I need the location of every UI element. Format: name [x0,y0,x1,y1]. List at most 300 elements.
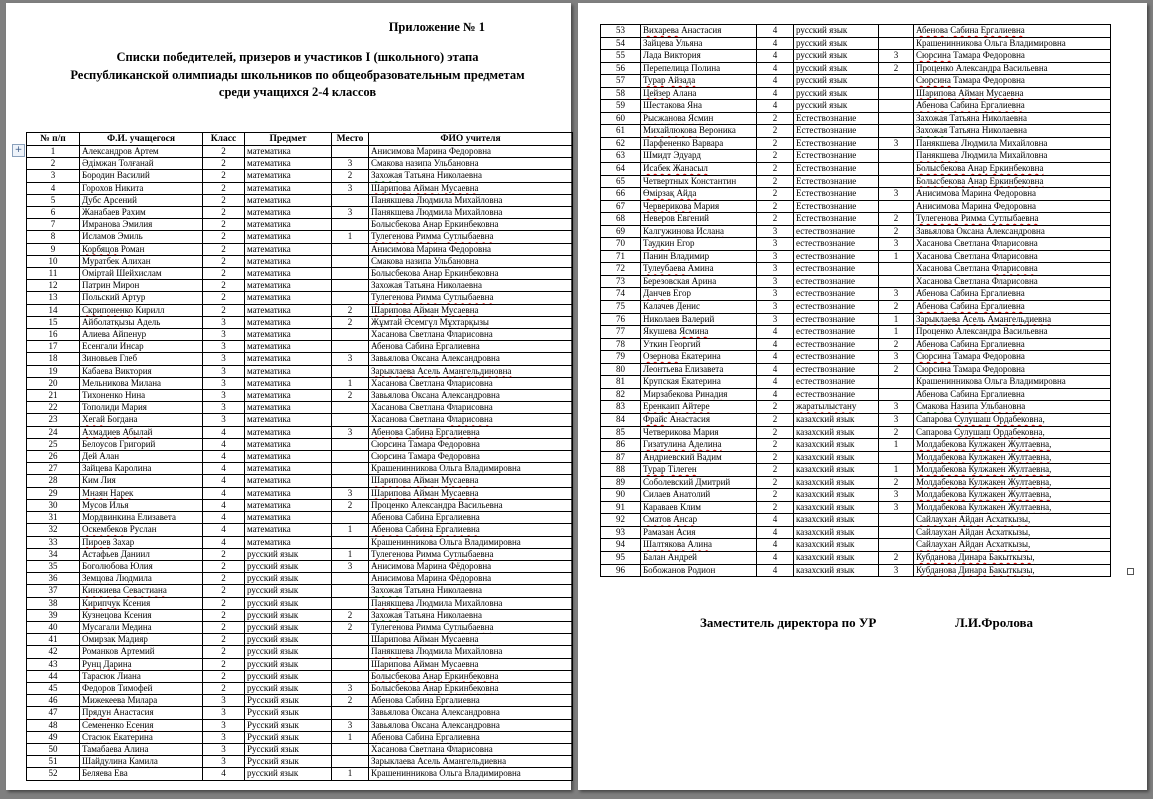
cell-number: 77 [601,326,641,339]
cell-student-name: Бобожанов Родион [641,564,757,577]
cell-subject: математика [245,158,332,170]
table-row [601,376,1111,389]
cell-place [332,707,369,719]
cell-class: 3 [203,731,245,743]
cell-place [879,388,914,401]
table-row [601,188,1111,201]
cell-student-name: Астафьев Даниил [80,548,203,560]
cell-place: 1 [332,731,369,743]
table-row [27,231,573,243]
cell-place: 3 [879,413,914,426]
cell-teacher: Зарыклаева Асель Амангельдиевна [369,756,573,768]
cell-number: 38 [27,597,80,609]
cell-teacher: Молдабекова Кулжакен Жултаевна, [914,501,1111,514]
cell-subject: естествознание [794,388,879,401]
cell-place: 3 [332,182,369,194]
cell-student-name: Беляева Ева [80,768,203,780]
cell-teacher: Сюрсина Тамара Федоровна [914,351,1111,364]
cell-subject: русский язык [794,50,879,63]
cell-subject: казахский язык [794,413,879,426]
header-number: № п/п [27,133,80,146]
cell-student-name: Соболевский Дмитрий [641,476,757,489]
cell-teacher: Шарипова Айман Мусаевна [914,87,1111,100]
cell-class: 2 [203,243,245,255]
cell-number: 1 [27,146,80,158]
cell-place: 2 [879,213,914,226]
table-row [601,112,1111,125]
cell-place [879,112,914,125]
cell-student-name: Зиновьев Глеб [80,353,203,365]
cell-subject: математика [245,316,332,328]
cell-number: 63 [601,150,641,163]
cell-student-name: Исабек Жанасыл [641,163,757,176]
cell-class: 3 [203,329,245,341]
table-row [27,658,573,670]
cell-student-name: Михайлюкова Вероника [641,125,757,138]
cell-subject: русский язык [245,609,332,621]
cell-place: 2 [879,551,914,564]
cell-subject: Естествознание [794,175,879,188]
cell-place [879,175,914,188]
cell-class: 2 [203,292,245,304]
header-teacher: ФИО учителя [369,133,573,146]
cell-student-name: Вихарева Анастасия [641,25,757,38]
cell-subject: математика [245,268,332,280]
cell-subject: русский язык [794,25,879,38]
cell-class: 3 [203,756,245,768]
cell-place: 1 [879,439,914,452]
cell-class: 3 [757,250,794,263]
cell-number: 37 [27,585,80,597]
cell-student-name: Мельникова Милана [80,377,203,389]
cell-place: 3 [879,401,914,414]
table-row [601,37,1111,50]
cell-subject: казахский язык [794,501,879,514]
cell-number: 92 [601,514,641,527]
cell-number: 75 [601,301,641,314]
cell-teacher: Абенова Сабина Ергалиевна [369,695,573,707]
cell-number: 50 [27,743,80,755]
table-row [601,213,1111,226]
cell-class: 3 [757,288,794,301]
cell-student-name: Зайцева Ульяна [641,37,757,50]
cell-teacher: Абенова Сабина Ергалиевна [369,524,573,536]
cell-teacher: Хасанова Светлана Фларисовна [914,238,1111,251]
cell-place [332,292,369,304]
cell-class: 4 [757,37,794,50]
cell-subject: математика [245,512,332,524]
cell-student-name: Скрипоненко Кирилл [80,304,203,316]
cell-subject: математика [245,280,332,292]
cell-student-name: Шмидт Эдуард [641,150,757,163]
cell-teacher: Анисимова Марина Фёдоровна [369,573,573,585]
cell-teacher: Завьялова Оксана Александровна [914,225,1111,238]
cell-number: 81 [601,376,641,389]
cell-teacher: Смакова Назипа Ульбановна [914,401,1111,414]
table-row [27,280,573,292]
cell-teacher: Зарыклаева Асель Амангельдиновна [369,365,573,377]
cell-student-name: Кабаева Виктория [80,365,203,377]
cell-number: 74 [601,288,641,301]
cell-place: 1 [879,464,914,477]
cell-student-name: Мордвинкина Елизавета [80,512,203,524]
cell-place: 1 [332,524,369,536]
cell-teacher: Болысбекова Анар Еркинбековна [914,163,1111,176]
cell-place: 2 [879,225,914,238]
cell-number: 15 [27,316,80,328]
cell-class: 4 [757,326,794,339]
cell-teacher: Зарыклаева Асель Амангельдиевна [914,313,1111,326]
cell-place [879,87,914,100]
cell-class: 4 [757,75,794,88]
cell-place: 3 [879,238,914,251]
cell-subject: жаратылыстану [794,401,879,414]
table-row [27,719,573,731]
cell-class: 4 [203,451,245,463]
cell-place [332,414,369,426]
cell-number: 48 [27,719,80,731]
cell-student-name: Якушева Ясмина [641,326,757,339]
cell-subject: казахский язык [794,464,879,477]
cell-student-name: Фрайс Анастасия [641,413,757,426]
cell-student-name: Корбяцов Роман [80,243,203,255]
cell-class: 4 [203,499,245,511]
cell-number: 27 [27,463,80,475]
cell-student-name: Омирзак Мадияр [80,634,203,646]
title-line-3: среди учащихся 2-4 классов [218,85,377,99]
table-row [601,539,1111,552]
cell-number: 28 [27,475,80,487]
cell-number: 7 [27,219,80,231]
cell-teacher: Крашенинникова Ольга Владимировна [369,768,573,780]
table-row [27,377,573,389]
cell-place: 2 [332,390,369,402]
cell-teacher: Шарипова Айман Мусаевна [369,634,573,646]
cell-place: 3 [879,489,914,502]
table-row [27,255,573,267]
cell-student-name: Земцова Людмила [80,573,203,585]
cell-number: 4 [27,182,80,194]
cell-class: 2 [203,548,245,560]
cell-subject: естествознание [794,301,879,314]
table-row [601,351,1111,364]
table-row [27,585,573,597]
cell-student-name: Оскембеков Руслан [80,524,203,536]
cell-place: 2 [332,621,369,633]
cell-class: 3 [203,707,245,719]
table-row [27,670,573,682]
cell-subject: математика [245,414,332,426]
cell-class: 2 [203,646,245,658]
cell-number: 8 [27,231,80,243]
cell-class: 4 [203,426,245,438]
cell-teacher: Смакова назипа Ульбановна [369,255,573,267]
table-row [27,548,573,560]
signature-name: Л.И.Фролова [955,615,1034,630]
table-row [27,158,573,170]
cell-subject: математика [245,402,332,414]
cell-teacher: Крашенинникова Ольга Владимировна [914,376,1111,389]
cell-teacher: Абенова Сабина Ергалиевна [369,512,573,524]
cell-student-name: Исламов Эмиль [80,231,203,243]
cell-subject: математика [245,451,332,463]
cell-number: 34 [27,548,80,560]
cell-subject: Естествознание [794,125,879,138]
cell-subject: русский язык [794,75,879,88]
cell-student-name: Горохов Никита [80,182,203,194]
cell-student-name: Әдімжан Толғанай [80,158,203,170]
cell-number: 53 [601,25,641,38]
cell-number: 43 [27,658,80,670]
cell-teacher: Тулегенова Римма Сутлыбаевна [369,292,573,304]
cell-place: 3 [332,487,369,499]
cell-subject: математика [245,182,332,194]
cell-number: 64 [601,163,641,176]
cell-class: 3 [203,316,245,328]
cell-place: 2 [879,363,914,376]
cell-subject: естествознание [794,275,879,288]
cell-class: 4 [757,388,794,401]
cell-subject: математика [245,438,332,450]
cell-place [332,268,369,280]
cell-number: 5 [27,194,80,206]
cell-teacher: Сайлаухан Айдан Асхаткызы, [914,526,1111,539]
cell-teacher: Абенова Сабина Ергалиевна [914,100,1111,113]
cell-place [332,670,369,682]
cell-class: 2 [757,439,794,452]
cell-subject: казахский язык [794,539,879,552]
cell-teacher: Сюрсина Тамара Федоровна [914,75,1111,88]
cell-subject: естествознание [794,351,879,364]
cell-teacher: Анисимова Марина Фёдоровна [369,560,573,572]
table-row [601,200,1111,213]
cell-student-name: Тихоненко Нина [80,390,203,402]
cell-teacher: Завьялова Оксана Александровна [369,390,573,402]
cell-number: 90 [601,489,641,502]
document-page-1 [6,3,571,790]
cell-teacher: Жұмтай Әсемгүл Мұхтарқызы [369,316,573,328]
cell-student-name: Дубс Арсений [80,194,203,206]
cell-teacher: Сюрсина Тамара Федоровна [914,363,1111,376]
cell-subject: русский язык [794,100,879,113]
cell-teacher: Шарипова Айман Мусаевна [369,182,573,194]
cell-student-name: Патрин Мирон [80,280,203,292]
cell-subject: математика [245,207,332,219]
cell-number: 71 [601,250,641,263]
cell-class: 3 [757,225,794,238]
cell-number: 83 [601,401,641,414]
table-row [601,514,1111,527]
cell-teacher: Хасанова Светлана Фларисовна [914,263,1111,276]
cell-student-name: Леонтьева Елизавета [641,363,757,376]
table-row [601,489,1111,502]
cell-number: 22 [27,402,80,414]
header-subject: Предмет [245,133,332,146]
cell-teacher: Сюрсина Тамара Федоровна [369,451,573,463]
cell-place [879,37,914,50]
cell-class: 3 [757,263,794,276]
cell-number: 55 [601,50,641,63]
cell-class: 4 [203,512,245,524]
cell-subject: математика [245,365,332,377]
cell-subject: естествознание [794,313,879,326]
cell-subject: математика [245,170,332,182]
cell-number: 44 [27,670,80,682]
cell-class: 3 [203,695,245,707]
cell-place [879,100,914,113]
cell-class: 3 [203,377,245,389]
cell-teacher: Хасанова Светлана Фларисовна [369,329,573,341]
cell-class: 3 [757,313,794,326]
cell-class: 4 [757,351,794,364]
cell-number: 21 [27,390,80,402]
table-row [601,137,1111,150]
cell-student-name: Данчев Егор [641,288,757,301]
table-row [27,438,573,450]
cell-student-name: Дей Алан [80,451,203,463]
table-row [601,25,1111,38]
cell-class: 4 [757,87,794,100]
cell-subject: Русский язык [245,731,332,743]
cell-place: 3 [879,351,914,364]
table-row [27,487,573,499]
cell-student-name: Есенгали Инсар [80,341,203,353]
cell-number: 96 [601,564,641,577]
cell-place [879,150,914,163]
cell-place: 3 [332,353,369,365]
table-row [601,50,1111,63]
cell-teacher: Тулегенова Римма Сутлыбаевна [369,621,573,633]
cell-number: 65 [601,175,641,188]
cell-place [879,263,914,276]
cell-class: 4 [757,539,794,552]
table-row [27,146,573,158]
cell-teacher: Абенова Сабина Ергалиевна [369,341,573,353]
cell-teacher: Захожая Татьяна Николаевна [369,170,573,182]
cell-student-name: Парфененко Варвара [641,137,757,150]
cell-number: 2 [27,158,80,170]
cell-student-name: Рамазан Асия [641,526,757,539]
cell-place [332,341,369,353]
cell-subject: естествознание [794,250,879,263]
cell-subject: математика [245,475,332,487]
cell-place [332,658,369,670]
cell-number: 84 [601,413,641,426]
cell-number: 20 [27,377,80,389]
cell-subject: математика [245,487,332,499]
cell-teacher: Проценко Александра Васильевна [914,326,1111,339]
cell-subject: русский язык [245,548,332,560]
cell-teacher: Сюрсина Тамара Федоровна [369,438,573,450]
cell-class: 4 [203,536,245,548]
cell-teacher: Болысбекова Анар Еркинбековна [914,175,1111,188]
cell-place: 2 [332,695,369,707]
cell-teacher: Кубданова Динара Бакыткызы, [914,551,1111,564]
cell-subject: казахский язык [794,451,879,464]
cell-class: 2 [203,170,245,182]
cell-student-name: Таудкин Егор [641,238,757,251]
cell-class: 2 [203,634,245,646]
cell-place [332,585,369,597]
cell-place: 2 [332,316,369,328]
cell-class: 2 [203,682,245,694]
signature-role: Заместитель директора по УР [700,615,877,630]
cell-student-name: Еренкаип Айтере [641,401,757,414]
cell-number: 95 [601,551,641,564]
cell-place: 3 [332,158,369,170]
table-move-handle-icon[interactable]: + [12,144,25,157]
cell-class: 2 [757,188,794,201]
table-row [27,621,573,633]
table-row [27,182,573,194]
cell-teacher: Завьялова Оксана Александровна [369,353,573,365]
cell-student-name: Александров Артем [80,146,203,158]
cell-class: 4 [757,551,794,564]
cell-number: 18 [27,353,80,365]
cell-place [879,275,914,288]
cell-subject: естествознание [794,363,879,376]
cell-teacher: Тулегенова Римма Сутлыбаевна [369,231,573,243]
cell-subject: математика [245,219,332,231]
cell-student-name: Калгужинова Ислана [641,225,757,238]
cell-subject: Естествознание [794,112,879,125]
cell-place: 3 [879,288,914,301]
cell-class: 2 [203,573,245,585]
table-row [601,75,1111,88]
cell-student-name: Мусагали Медина [80,621,203,633]
cell-class: 3 [203,719,245,731]
cell-class: 2 [757,464,794,477]
cell-class: 3 [203,365,245,377]
cell-student-name: Караваев Клим [641,501,757,514]
cell-class: 2 [203,219,245,231]
cell-place [332,243,369,255]
table-resize-handle[interactable] [1127,568,1134,575]
table-row [601,439,1111,452]
cell-class: 2 [203,585,245,597]
cell-teacher: Молдабекова Кулжакен Жултаевна, [914,451,1111,464]
table-row [601,526,1111,539]
table-row [27,207,573,219]
cell-subject: математика [245,536,332,548]
table-row [601,426,1111,439]
cell-number: 26 [27,451,80,463]
cell-teacher: Крашенинникова Ольга Владимировна [369,536,573,548]
cell-number: 47 [27,707,80,719]
table-row [27,353,573,365]
cell-student-name: Лада Виктория [641,50,757,63]
table-row [27,695,573,707]
cell-subject: математика [245,292,332,304]
cell-student-name: Ким Лия [80,475,203,487]
cell-place: 3 [332,719,369,731]
cell-place [332,463,369,475]
cell-subject: русский язык [794,87,879,100]
cell-teacher: Хасанова Светлана Фларисовна [369,377,573,389]
cell-subject: естествознание [794,376,879,389]
table-row [27,597,573,609]
cell-place [332,255,369,267]
cell-number: 59 [601,100,641,113]
cell-subject: русский язык [245,621,332,633]
table-row [601,263,1111,276]
cell-number: 16 [27,329,80,341]
table-row [601,476,1111,489]
cell-teacher: Захожая Татьяна Николаевна [914,112,1111,125]
cell-subject: Русский язык [245,743,332,755]
cell-teacher: Панякшева Людмила Михайловна [369,194,573,206]
table-row [27,341,573,353]
